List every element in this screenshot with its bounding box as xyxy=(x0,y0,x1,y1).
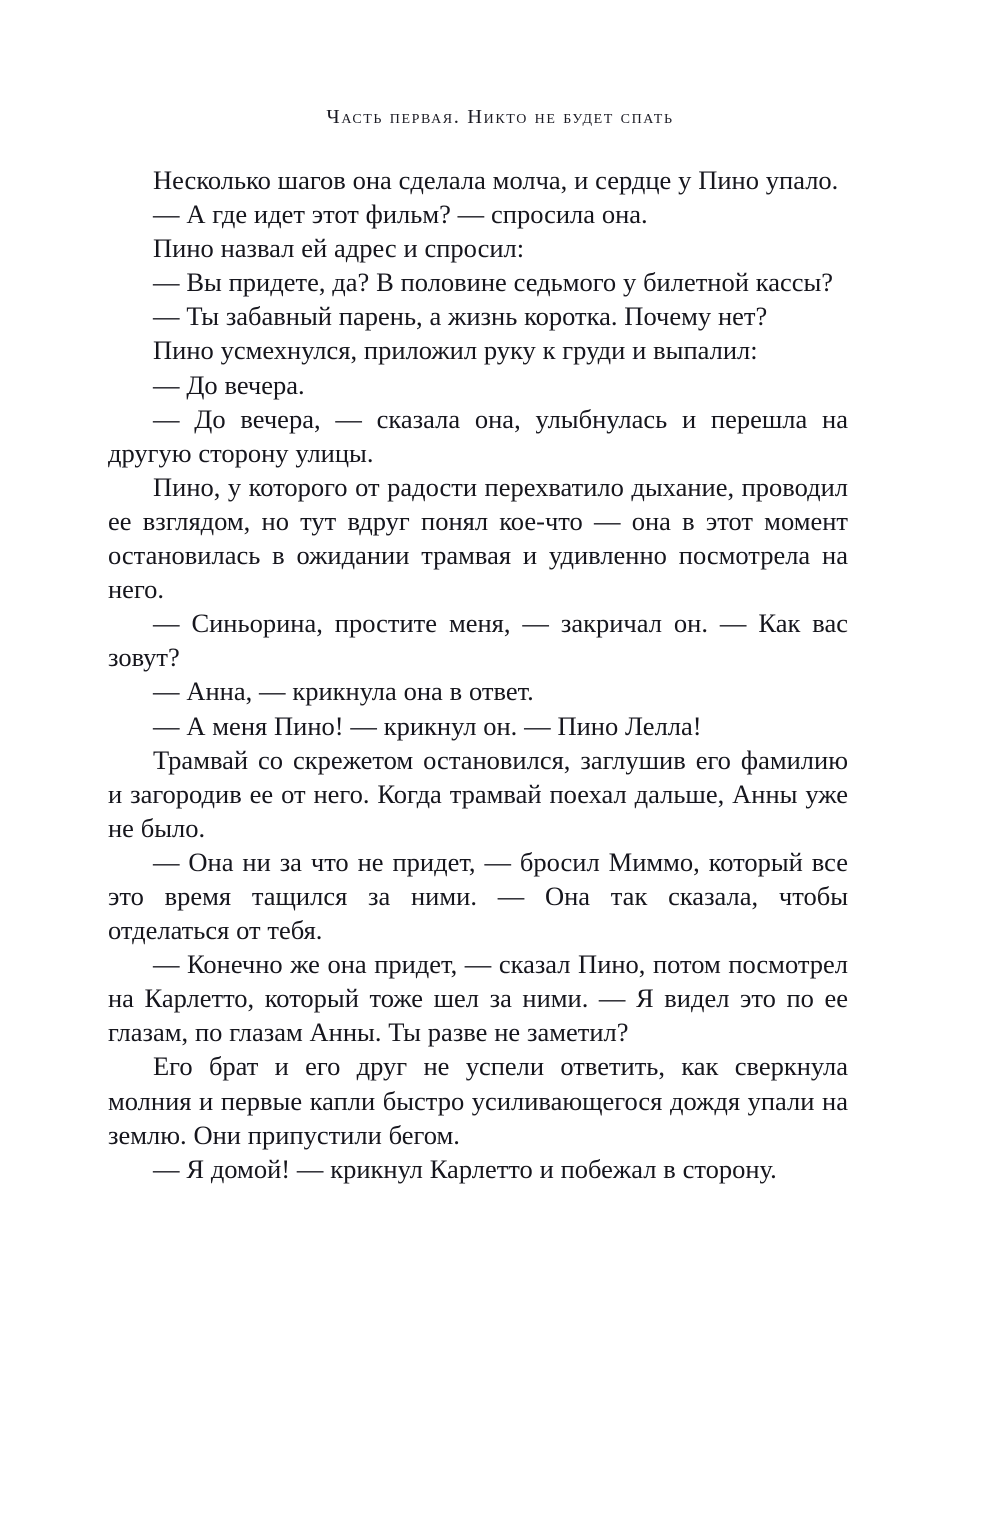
paragraph: — Вы придете, да? В половине седьмого у билетной кассы? xyxy=(153,267,834,298)
paragraph: Его брат и его друг не успели ответить, как сверкнула молния и первые капли быстро усиливающегося дождя упали на землю. Они припустили бегом. xyxy=(108,1051,848,1150)
paragraph: — Ты забавный парень, а жизнь коротка. Почему нет? xyxy=(153,301,768,332)
paragraph: — Конечно же она придет, — сказал Пино, потом посмотрел на Карлетто, который тоже шел за ними. — Я видел это по ее глазам, по глазам Анны. Ты разве не заметил? xyxy=(108,949,848,1048)
paragraph: — А где идет этот фильм? — спросила она. xyxy=(153,199,648,230)
paragraph: — Синьорина, простите меня, — закричал он. — Как вас зовут? xyxy=(108,608,848,673)
paragraph: — Я домой! — крикнул Карлетто и побежал в сторону. xyxy=(153,1153,777,1184)
paragraph: Несколько шагов она сделала молча, и сердце у Пино упало. xyxy=(153,165,839,195)
body-text-block xyxy=(108,163,848,1186)
paragraph: Пино усмехнулся, приложил руку к груди и выпалил: xyxy=(153,335,758,366)
paragraph: — До вечера. xyxy=(153,369,305,400)
paragraph: — Она ни за что не придет, — бросил Миммо, который все это время тащился за ними. — Она так сказала, чтобы отделаться от тебя. xyxy=(108,846,848,946)
paragraph: Трамвай со скрежетом остановился, заглушив его фамилию и загородив ее от него. Когда трамвай поехал дальше, Анны уже не было. xyxy=(108,744,848,843)
paragraph: — А меня Пино! — крикнул он. — Пино Лелла! xyxy=(153,710,702,741)
paragraph: — Анна, — крикнула она в ответ. xyxy=(153,676,534,707)
paragraph: Пино назвал ей адрес и спросил: xyxy=(153,233,525,264)
running-head: Часть первая. Никто не будет спать xyxy=(326,106,674,128)
paragraph: Пино, у которого от радости перехватило дыхание, проводил ее взглядом, но тут вдруг понял кое-что — она в этот момент остановилась в ожидании трамвая и удивленно посмотрела на него. xyxy=(108,471,848,605)
paragraph: — До вечера, — сказала она, улыбнулась и перешла на другую сторону улицы. xyxy=(108,403,848,468)
